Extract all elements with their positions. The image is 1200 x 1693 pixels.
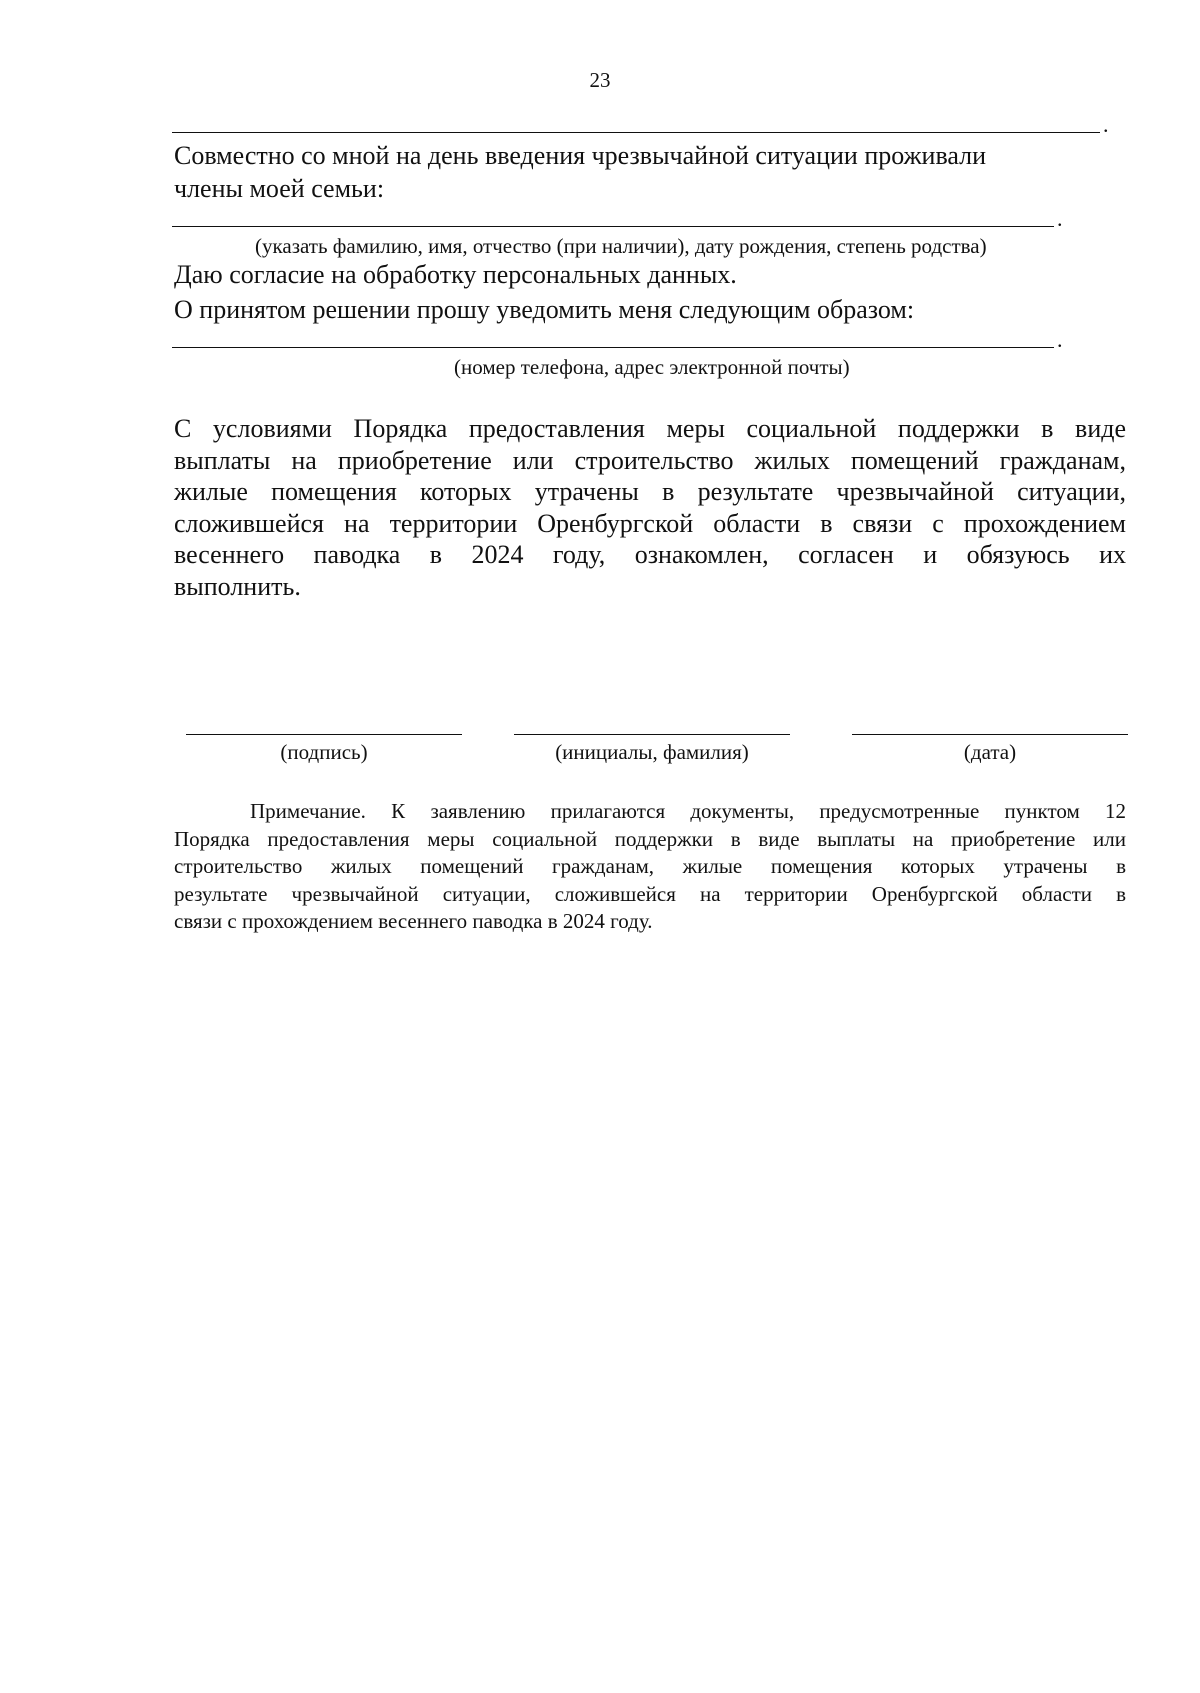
line-end-dot: . (1103, 112, 1109, 137)
signature-label: (подпись) (280, 740, 368, 764)
conditions-line: весеннего паводка в 2024 году, ознакомлен, согласен и обязуюсь их (174, 540, 1126, 569)
note-line: Порядка предоставления меры социальной поддержки в виде выплаты на приобретение или (174, 826, 1126, 851)
note-line: строительство жилых помещений гражданам, жилые помещения которых утрачены в (174, 854, 1126, 878)
family-members-caption: (указать фамилию, имя, отчество (при наличии), дату рождения, степень родства) (255, 234, 987, 258)
note-line: связи с прохождением весеннего паводка в 2024 году. (174, 909, 653, 933)
conditions-line: выплаты на приобретение или строительство жилых помещений гражданам, (174, 445, 1126, 475)
line-end-dot: . (1057, 206, 1063, 231)
conditions-line: сложившейся на территории Оренбургской области в связи с прохождением (174, 508, 1126, 538)
date-label: (дата) (963, 740, 1017, 764)
conditions-line: жилые помещения которых утрачены в результате чрезвычайной ситуации, (174, 477, 1126, 506)
notify-text: О принятом решении прошу уведомить меня следующим образом: (174, 295, 915, 324)
line-end-dot: . (1057, 327, 1063, 352)
family-members-fill-line[interactable] (172, 226, 1054, 227)
fill-line-previous (172, 132, 1100, 133)
consent-text: Даю согласие на обработку персональных данных. (174, 260, 737, 289)
date-fill-line[interactable] (852, 734, 1128, 735)
note-line: Примечание. К заявлению прилагаются документы, предусмотренные пунктом 12 (250, 799, 1126, 823)
note-paragraph (174, 798, 1126, 936)
page-number: 23 (589, 68, 611, 92)
family-text-line-1: Совместно со мной на день введения чрезвычайной ситуации проживали (174, 141, 987, 170)
contact-fill-line[interactable] (172, 347, 1054, 348)
conditions-paragraph (174, 413, 1126, 602)
name-fill-line[interactable] (514, 734, 790, 735)
signature-fill-line[interactable] (186, 734, 462, 735)
conditions-line: выполнить. (174, 571, 301, 601)
conditions-line: С условиями Порядка предоставления меры социальной поддержки в виде (174, 414, 1126, 443)
name-label: (инициалы, фамилия) (555, 740, 749, 764)
note-line: результате чрезвычайной ситуации, сложившейся на территории Оренбургской области в (174, 881, 1126, 906)
contact-caption: (номер телефона, адрес электронной почты) (454, 355, 850, 379)
family-text-line-2: члены моей семьи: (174, 174, 385, 203)
